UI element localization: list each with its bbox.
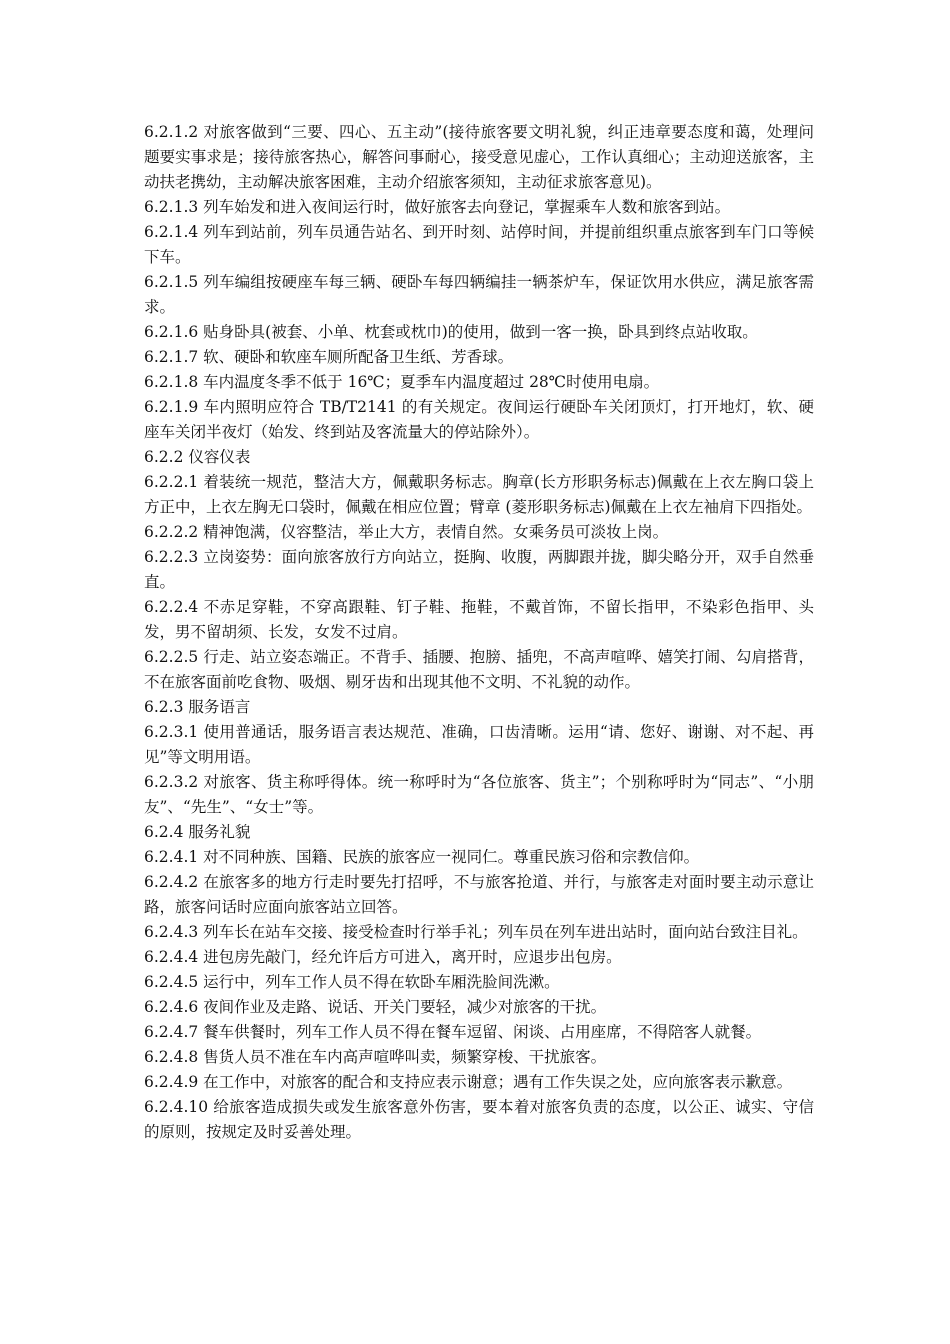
paragraph-6-2-4-2: 6.2.4.2 在旅客多的地方行走时要先打招呼，不与旅客抢道、并行，与旅客走对面时要主动示意让路，旅客问话时应面向旅客站立回答。 — [144, 873, 814, 916]
paragraph-6-2-1-8: 6.2.1.8 车内温度冬季不低于 16℃；夏季车内温度超过 28℃时使用电扇。 — [144, 373, 660, 391]
paragraph-6-2-1-2: 6.2.1.2 对旅客做到“三要、四心、五主动”(接待旅客要文明礼貌，纠正违章要态度和蔼，处理问题要实事求是；接待旅客热心，解答问事耐心，接受意见虚心，工作认真细心；主动迎送旅客，主动扶老携幼，主动解决旅客困难，主动介绍旅客须知，主动征求旅客意见)。 — [144, 123, 814, 191]
paragraph-6-2-3-1: 6.2.3.1 使用普通话，服务语言表达规范、准确，口齿清晰。运用“请、您好、谢谢、对不起、再见”等文明用语。 — [144, 723, 814, 766]
paragraph-6-2-4-10: 6.2.4.10 给旅客造成损失或发生旅客意外伤害，要本着对旅客负责的态度，以公正、诚实、守信的原则，按规定及时妥善处理。 — [144, 1098, 814, 1141]
paragraph-6-2-4-4: 6.2.4.4 进包房先敲门，经允许后方可进入，离开时，应退步出包房。 — [144, 948, 622, 966]
paragraph-6-2-3-2: 6.2.3.2 对旅客、货主称呼得体。统一称呼时为“各位旅客、货主”；个别称呼时为“同志”、“小朋友”、“先生”、“女士”等。 — [144, 773, 814, 816]
paragraph-6-2-4-6: 6.2.4.6 夜间作业及走路、说话、开关门要轻，减少对旅客的干扰。 — [144, 998, 607, 1016]
section-heading-6-2-3: 6.2.3 服务语言 — [144, 698, 251, 716]
paragraph-6-2-2-2: 6.2.2.2 精神饱满，仪容整洁，举止大方，表情自然。女乘务员可淡妆上岗。 — [144, 523, 669, 541]
paragraph-6-2-4-1: 6.2.4.1 对不同种族、国籍、民族的旅客应一视同仁。尊重民族习俗和宗教信仰。 — [144, 848, 700, 866]
paragraph-6-2-2-3: 6.2.2.3 立岗姿势：面向旅客放行方向站立，挺胸、收腹，两脚跟并拢，脚尖略分开，双手自然垂直。 — [144, 548, 814, 591]
paragraph-6-2-1-9: 6.2.1.9 车内照明应符合 TB/T2141 的有关规定。夜间运行硬卧车关闭顶灯，打开地灯，软、硬座车关闭半夜灯（始发、终到站及客流量大的停站除外）。 — [144, 398, 814, 441]
paragraph-6-2-4-3: 6.2.4.3 列车长在站车交接、接受检查时行举手礼；列车员在列车进出站时，面向站台致注目礼。 — [144, 923, 808, 941]
paragraph-6-2-1-4: 6.2.1.4 列车到站前，列车员通告站名、到开时刻、站停时间，并提前组织重点旅客到车门口等候下车。 — [144, 223, 814, 266]
section-heading-6-2-4: 6.2.4 服务礼貌 — [144, 823, 251, 841]
paragraph-6-2-4-7: 6.2.4.7 餐车供餐时，列车工作人员不得在餐车逗留、闲谈、占用座席，不得陪客人就餐。 — [144, 1023, 762, 1041]
paragraph-6-2-4-8: 6.2.4.8 售货人员不准在车内高声喧哗叫卖，频繁穿梭、干扰旅客。 — [144, 1048, 607, 1066]
paragraph-6-2-1-6: 6.2.1.6 贴身卧具(被套、小单、枕套或枕巾)的使用，做到一客一换，卧具到终点站收取。 — [144, 323, 758, 341]
paragraph-6-2-4-9: 6.2.4.9 在工作中，对旅客的配合和支持应表示谢意；遇有工作失误之处，应向旅客表示歉意。 — [144, 1073, 793, 1091]
paragraph-6-2-1-3: 6.2.1.3 列车始发和进入夜间运行时，做好旅客去向登记，掌握乘车人数和旅客到站。 — [144, 198, 731, 216]
paragraph-6-2-4-5: 6.2.4.5 运行中，列车工作人员不得在软卧车厢洗脸间洗漱。 — [144, 973, 560, 991]
paragraph-6-2-1-5: 6.2.1.5 列车编组按硬座车每三辆、硬卧车每四辆编挂一辆茶炉车，保证饮用水供应，满足旅客需求。 — [144, 273, 814, 316]
paragraph-6-2-2-4: 6.2.2.4 不赤足穿鞋，不穿高跟鞋、钉子鞋、拖鞋，不戴首饰，不留长指甲，不染彩色指甲、头发，男不留胡须、长发，女发不过肩。 — [144, 598, 814, 641]
document-page — [144, 120, 814, 1145]
section-heading-6-2-2: 6.2.2 仪容仪表 — [144, 448, 251, 466]
paragraph-6-2-2-1: 6.2.2.1 着装统一规范，整洁大方，佩戴职务标志。胸章(长方形职务标志)佩戴在上衣左胸口袋上方正中，上衣左胸无口袋时，佩戴在相应位置；臂章 (菱形职务标志)佩戴在上衣左袖肩下四指处。 — [144, 473, 814, 516]
paragraph-6-2-2-5: 6.2.2.5 行走、站立姿态端正。不背手、插腰、抱膀、插兜，不高声喧哗、嬉笑打闹、勾肩搭背，不在旅客面前吃食物、吸烟、剔牙齿和出现其他不文明、不礼貌的动作。 — [144, 648, 814, 691]
paragraph-6-2-1-7: 6.2.1.7 软、硬卧和软座车厕所配备卫生纸、芳香球。 — [144, 348, 514, 366]
